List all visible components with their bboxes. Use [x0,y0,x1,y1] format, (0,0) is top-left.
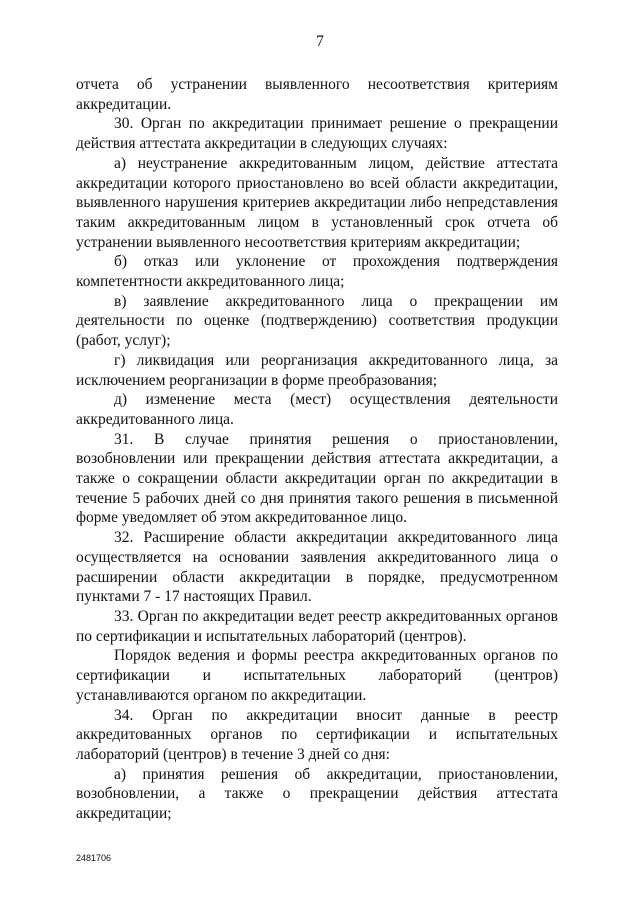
paragraph: б) отказ или уклонение от прохождения подтверждения компетентности аккредитованного лица; [76,253,558,291]
paragraph: д) изменение места (мест) осуществления деятельности аккредитованного лица. [76,391,558,428]
document-code: 2481706 [76,853,112,863]
paragraph: Порядок ведения и формы реестра аккредитованных органов по сертификации и испытательных лабораторий (центров) устанавливаются органом по аккредитации. [76,647,558,704]
document-body [76,75,558,824]
paragraph: 34. Орган по аккредитации вносит данные в реестр аккредитованных органов по сертификации и испытательных лабораторий (центров) в течение 3 дней со дня: [76,706,558,763]
paragraph: 30. Орган по аккредитации принимает решение о прекращении действия аттестата аккредитации в следующих случаях: [76,115,558,153]
paragraph: г) ликвидация или реорганизация аккредитованного лица, за исключением реорганизации в форме преобразования; [76,351,558,389]
paragraph: 31. В случае принятия решения о приостановлении, возобновлении или прекращении действия аттестата аккредитации, а также о сокращении области аккредитации орган по аккредитации в течение 5 рабочих дней со дня принятия такого решения в письменной форме уведомляет об этом аккредитованное лицо. [76,430,558,527]
paragraph: отчета об устранении выявленного несоответствия критериям аккредитации. [76,76,558,113]
page-number: 7 [316,33,324,50]
paragraph: а) неустранение аккредитованным лицом, действие аттестата аккредитации которого приостановлено во всей области аккредитации, выявленного нарушения критериев аккредитации либо непредставления таким аккредитованным лицом в установленный срок отчета об устранении выявленного несоответствия критериям аккредитации; [76,154,558,251]
paragraph: 32. Расширение области аккредитации аккредитованного лица осуществляется на основании заявления аккредитованного лица о расширении области аккредитации в порядке, предусмотренном пунктами 7 - 17 настоящих Правил. [76,529,558,606]
paragraph: в) заявление аккредитованного лица о прекращении им деятельности по оценке (подтверждению) соответствия продукции (работ, услуг); [76,292,558,350]
paragraph: 33. Орган по аккредитации ведет реестр аккредитованных органов по сертификации и испытательных лабораторий (центров). [76,607,558,645]
paragraph: а) принятия решения об аккредитации, приостановлении, возобновлении, а также о прекращении действия аттестата аккредитации; [76,765,558,823]
